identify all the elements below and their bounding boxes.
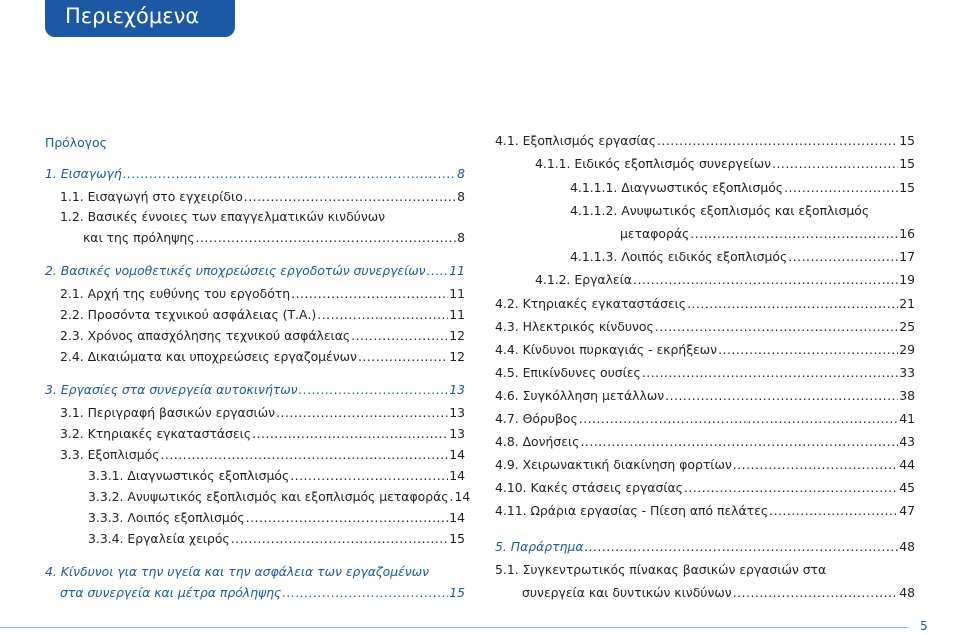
toc-entry-4-9[interactable]: 4.9. Χειρωνακτική διακίνηση φορτίων ..... 44 (495, 456, 915, 474)
toc-entry-3-3-2[interactable]: 3.3.2. Ανυψωτικός εξοπλισμός και εξοπλισμός μεταφοράς ..... 14 (88, 488, 465, 506)
toc-entry-1-2-line1[interactable]: 1.2. Βασικές έννοιες των επαγγελματικών κινδύνων (60, 209, 386, 224)
toc-entry-2-4[interactable]: 2.4. Δικαιώματα και υποχρεώσεις εργαζομένων ..... 12 (60, 348, 465, 366)
toc-entry-3-3-1[interactable]: 3.3.1. Διαγνωστικός εξοπλισμός ..... 14 (88, 467, 465, 485)
toc-entry-2[interactable]: 2. Βασικές νομοθετικές υποχρεώσεις εργοδοτών συνεργείων ..... 11 (45, 262, 465, 280)
toc-entry-2-3[interactable]: 2.3. Χρόνος απασχόλησης τεχνικού ασφάλειας ..... 12 (60, 327, 465, 345)
toc-entry-4-1-1-1[interactable]: 4.1.1.1. Διαγνωστικός εξοπλισμός ..... 15 (570, 179, 915, 197)
toc-entry-5[interactable]: 5. Παράρτημα ..... 48 (495, 538, 915, 556)
toc-entry-3-3[interactable]: 3.3. Εξοπλισμός ..... 14 (60, 446, 465, 464)
toc-entry-3-3-3[interactable]: 3.3.3. Λοιπός εξοπλισμός ..... 14 (88, 509, 465, 527)
page-title: Περιεχόμενα (65, 4, 200, 28)
contents-title-bar (45, 0, 235, 37)
toc-entry-4-7[interactable]: 4.7. Θόρυβος ..... 41 (495, 410, 915, 428)
page-number: 5 (920, 619, 928, 633)
toc-entry-2-2[interactable]: 2.2. Προσόντα τεχνικού ασφάλειας (Τ.Α.) ..... 11 (60, 306, 465, 324)
toc-entry-3-1[interactable]: 3.1. Περιγραφή βασικών εργασιών ..... 13 (60, 404, 465, 422)
toc-entry-4-5[interactable]: 4.5. Επικίνδυνες ουσίες ..... 33 (495, 364, 915, 382)
toc-entry-2-1[interactable]: 2.1. Αρχή της ευθύνης του εργοδότη ..... 11 (60, 285, 465, 303)
toc-entry-4-10[interactable]: 4.10. Κακές στάσεις εργασίας ..... 45 (495, 479, 915, 497)
toc-entry-3-3-4[interactable]: 3.3.4. Εργαλεία χειρός ..... 15 (88, 530, 465, 548)
toc-entry-4-4[interactable]: 4.4. Κίνδυνοι πυρκαγιάς - εκρήξεων ..... 29 (495, 341, 915, 359)
toc-entry-4-1-2[interactable]: 4.1.2. Εργαλεία ..... 19 (535, 271, 915, 289)
toc-entry-3[interactable]: 3. Εργασίες στα συνεργεία αυτοκινήτων ..... 13 (45, 381, 465, 399)
toc-entry-1-2[interactable]: και της πρόληψης ..... 8 (83, 229, 465, 247)
toc-entry-4-11[interactable]: 4.11. Ωράρια εργασίας - Πίεση από πελάτες ..... 47 (495, 502, 915, 520)
toc-entry-5-1[interactable]: συνεργεία και δυντικών κινδύνων ..... 48 (522, 584, 915, 602)
toc-entry-4-1-1-3[interactable]: 4.1.1.3. Λοιπός ειδικός εξοπλισμός ..... 17 (570, 248, 915, 266)
toc-entry-4-1-1-2-line1[interactable]: 4.1.1.2. Ανυψωτικός εξοπλισμός και εξοπλισμός (570, 203, 870, 218)
toc-entry-4-3[interactable]: 4.3. Ηλεκτρικός κίνδυνος ..... 25 (495, 318, 915, 336)
prologue-heading[interactable]: Πρόλογος (45, 135, 107, 150)
toc-entry-4-1-1-2[interactable]: μεταφοράς ..... 16 (620, 225, 915, 243)
toc-entry-4-1[interactable]: 4.1. Εξοπλισμός εργασίας ..... 15 (495, 132, 915, 150)
toc-entry-1[interactable]: 1. Εισαγωγή ..... 8 (45, 165, 465, 183)
toc-entry-1-1[interactable]: 1.1. Εισαγωγή στο εγχειρίδιο ..... 8 (60, 188, 465, 206)
toc-entry-4-line1[interactable]: 4. Κίνδυνοι για την υγεία και την ασφάλεια των εργαζομένων (45, 564, 430, 579)
toc-entry-4[interactable]: στα συνεργεία και μέτρα πρόληψης ..... 15 (60, 584, 465, 602)
toc-entry-3-2[interactable]: 3.2. Κτηριακές εγκαταστάσεις ..... 13 (60, 425, 465, 443)
toc-entry-5-1-line1[interactable]: 5.1. Συγκεντρωτικός πίνακας βασικών εργασιών στα (495, 562, 827, 577)
toc-entry-4-1-1[interactable]: 4.1.1. Ειδικός εξοπλισμός συνεργείων ..... 15 (535, 155, 915, 173)
toc-entry-4-8[interactable]: 4.8. Δονήσεις ..... 43 (495, 433, 915, 451)
footer-rule (0, 627, 908, 628)
toc-entry-4-2[interactable]: 4.2. Κτηριακές εγκαταστάσεις ..... 21 (495, 295, 915, 313)
toc-entry-4-6[interactable]: 4.6. Συγκόλληση μετάλλων ..... 38 (495, 387, 915, 405)
